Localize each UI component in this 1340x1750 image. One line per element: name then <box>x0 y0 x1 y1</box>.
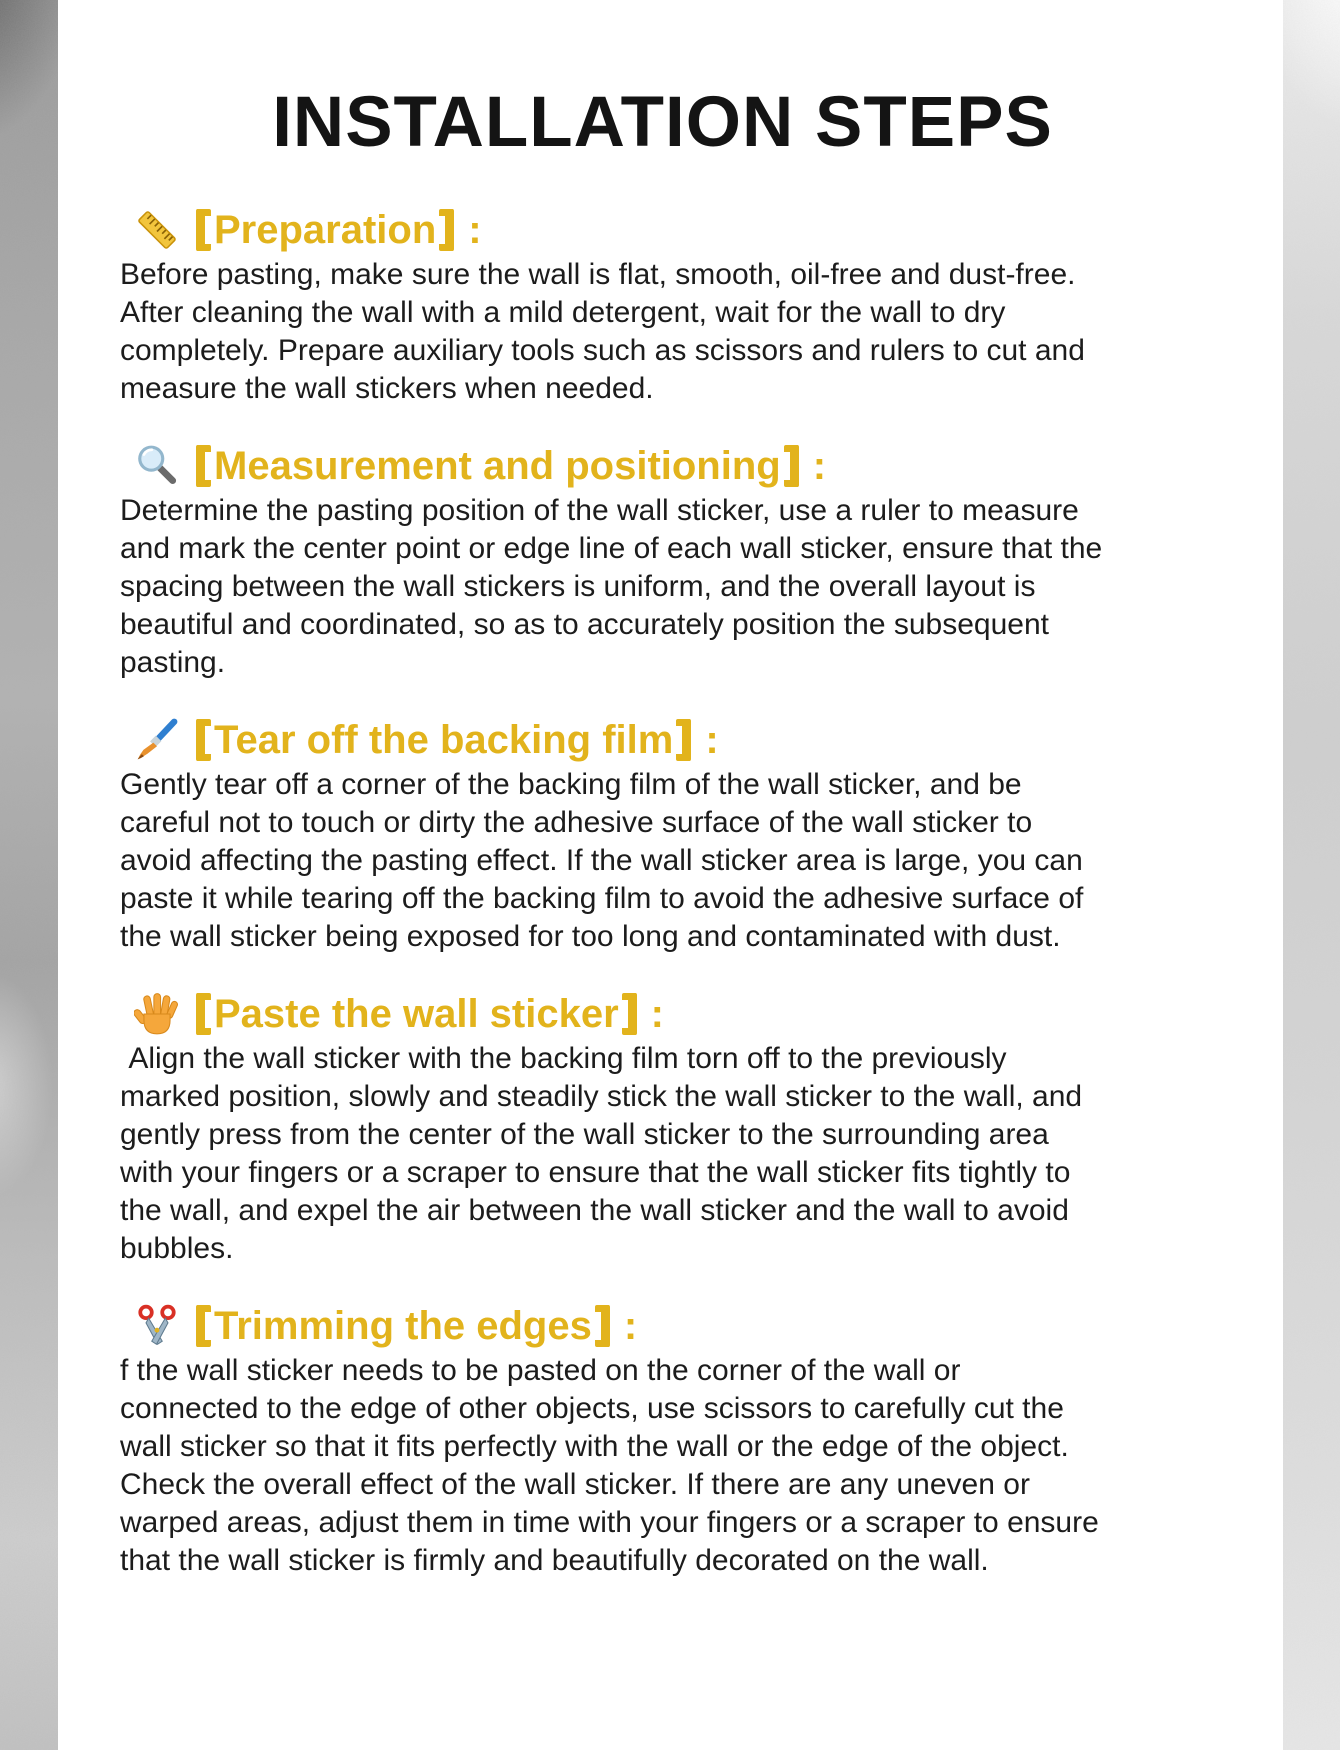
noise-texture <box>1283 0 1340 1750</box>
magnifier-icon <box>134 443 180 489</box>
lenticular-bracket-close <box>676 719 691 761</box>
section-icon-slot <box>134 207 180 253</box>
page-title: INSTALLATION STEPS <box>272 83 1053 162</box>
lenticular-bracket-close <box>622 993 637 1035</box>
lenticular-bracket-open <box>196 993 211 1035</box>
section-icon-slot <box>134 991 180 1037</box>
section-icon-slot <box>134 443 180 489</box>
wall-texture-right <box>1283 0 1340 1750</box>
section-icon-slot <box>134 1303 180 1349</box>
instruction-section <box>120 990 1205 1268</box>
hand-icon <box>134 991 180 1037</box>
lenticular-bracket-open <box>196 209 211 251</box>
wall-texture-left <box>0 0 58 1750</box>
ruler-icon <box>134 207 180 253</box>
section-heading-colon: : <box>650 992 664 1036</box>
section-heading: Paste the wall sticker <box>214 992 619 1036</box>
lenticular-bracket-close <box>784 445 799 487</box>
instruction-section <box>120 206 1205 408</box>
lenticular-bracket-close <box>439 209 454 251</box>
section-header <box>120 442 1205 490</box>
section-heading-colon: : <box>705 718 719 762</box>
section-heading: Preparation <box>214 208 437 252</box>
section-heading-colon: : <box>812 444 827 488</box>
section-heading-colon: : <box>468 208 482 252</box>
section-body: Determine the pasting position of the wall sticker, use a ruler to measure and mark the center point or edge line of each wall sticker, ensure that the spacing between the wall stickers is uniform, and the overall layout is beautiful and coordinated, so as to accurately position the subsequent pasting. <box>120 494 1111 679</box>
scissors-icon <box>134 1303 180 1349</box>
paintbrush-icon <box>134 717 180 763</box>
section-header <box>120 206 1205 254</box>
instruction-section <box>120 442 1205 682</box>
content-panel <box>58 0 1283 1750</box>
sections-list <box>120 206 1205 1580</box>
section-header <box>120 1302 1205 1350</box>
lenticular-bracket-close <box>595 1305 610 1347</box>
section-body: Gently tear off a corner of the backing film of the wall sticker, and be careful not to touch or dirty the adhesive surface of the wall sticker to avoid affecting the pasting effect. If the wall sticker area is large, you can paste it while tearing off the backing film to avoid the adhesive surface of the wall sticker being exposed for too long and contaminated with dust. <box>120 768 1092 953</box>
lenticular-bracket-open <box>196 719 211 761</box>
section-body: Align the wall sticker with the backing film torn off to the previously marked position, slowly and steadily stick the wall sticker to the wall, and gently press from the center of the wall sticker to the surrounding area with your fingers or a scraper to ensure that the wall sticker fits tightly to the wall, and expel the air between the wall sticker and the wall to avoid bubbles. <box>120 1042 1091 1265</box>
noise-texture <box>0 0 58 1750</box>
section-icon-slot <box>134 717 180 763</box>
instruction-section <box>120 716 1205 956</box>
section-heading: Measurement and positioning <box>214 444 781 488</box>
section-heading: Trimming the edges <box>214 1304 592 1348</box>
section-body: f the wall sticker needs to be pasted on the corner of the wall or connected to the edge of other objects, use scissors to carefully cut the wall sticker so that it fits perfectly with the wall or the edge of the object. Check the overall effect of the wall sticker. If there are any uneven or warped areas, adjust them in time with your fingers or a scraper to ensure that the wall sticker is firmly and beautifully decorated on the wall. <box>120 1354 1108 1577</box>
section-heading: Tear off the backing film <box>214 718 674 762</box>
section-body: Before pasting, make sure the wall is flat, smooth, oil-free and dust-free. After cleaning the wall with a mild detergent, wait for the wall to dry completely. Prepare auxiliary tools such as scissors and rulers to cut and measure the wall stickers when needed. <box>120 258 1094 405</box>
instruction-section <box>120 1302 1205 1580</box>
lenticular-bracket-open <box>196 1305 211 1347</box>
section-heading-colon: : <box>623 1304 638 1348</box>
section-header <box>120 716 1205 764</box>
lenticular-bracket-open <box>196 445 211 487</box>
section-header <box>120 990 1205 1038</box>
